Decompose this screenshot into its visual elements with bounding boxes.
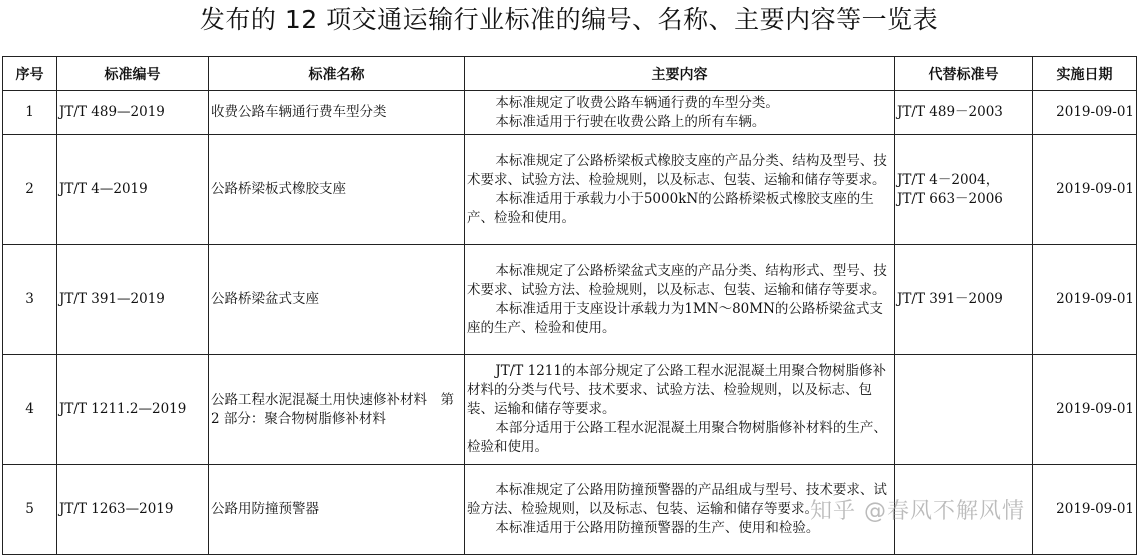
header-content: 主要内容 [465,57,895,91]
cell-date: 2019-09-01 [1033,355,1137,465]
cell-code: JT/T 489—2019 [57,91,209,135]
header-replaced: 代替标准号 [895,57,1033,91]
table-row [3,355,1137,465]
cell-replaced [895,355,1033,465]
content-paragraph: 本标准适用于承载力小于5000kN的公路桥梁板式橡胶支座的生产、检验和使用。 [467,190,874,226]
header-date: 实施日期 [1033,57,1137,91]
replaced-code: JT/T 4－2004， [897,171,1000,188]
cell-content [465,465,895,555]
cell-replaced [895,135,1033,245]
header-code: 标准编号 [57,57,209,91]
cell-name: 收费公路车辆通行费车型分类 [209,91,465,135]
cell-name: 公路桥梁板式橡胶支座 [209,135,465,245]
cell-seq: 2 [3,135,57,245]
cell-date: 2019-09-01 [1033,91,1137,135]
replaced-code: JT/T 663－2006 [897,190,1003,207]
cell-name: 公路桥梁盆式支座 [209,245,465,355]
replaced-code: JT/T 391－2009 [897,291,1003,307]
cell-seq: 4 [3,355,57,465]
standards-table [2,56,1137,555]
content-paragraph: 本标准适用于公路用防撞预警器的生产、使用和检验。 [495,520,820,536]
cell-content [465,355,895,465]
cell-seq: 1 [3,91,57,135]
cell-name: 公路工程水泥混凝土用快速修补材料 第 2 部分：聚合物树脂修补材料 [209,355,465,465]
cell-seq: 5 [3,465,57,555]
cell-content [465,245,895,355]
table-row [3,245,1137,355]
cell-name: 公路用防撞预警器 [209,465,465,555]
cell-code: JT/T 391—2019 [57,245,209,355]
cell-content [465,135,895,245]
cell-code: JT/T 1211.2—2019 [57,355,209,465]
page-title: 发布的 12 项交通运输行业标准的编号、名称、主要内容等一览表 [199,5,939,34]
content-paragraph: JT/T 1211的本部分规定了公路工程水泥混凝土用聚合物树脂修补材料的分类与代号、技术要求、试验方法、检验规则，以及标志、包装、运输和储存等要求。 [467,363,886,417]
content-paragraph: 本标准适用于行驶在收费公路上的所有车辆。 [495,113,766,130]
header-name: 标准名称 [209,57,465,91]
header-seq: 序号 [3,57,57,91]
cell-replaced [895,465,1033,555]
zhihu-watermark: 知乎 @春风不解风情 [810,499,1025,524]
content-paragraph: 本标准规定了公路用防撞预警器的产品组成与型号、技术要求、试验方法、检验规则，以及标志、包装、运输和储存等要求。 [467,482,887,517]
table-row [3,135,1137,245]
cell-replaced [895,91,1033,135]
content-paragraph: 本部分适用于公路工程水泥混凝土用聚合物树脂修补材料的生产、检验和使用。 [467,420,887,455]
cell-date: 2019-09-01 [1033,465,1137,555]
replaced-code: JT/T 489－2003 [897,104,1003,120]
table-row [3,91,1137,135]
table-header-row [3,57,1137,91]
cell-code: JT/T 4—2019 [57,135,209,245]
cell-code: JT/T 1263—2019 [57,465,209,555]
cell-date: 2019-09-01 [1033,245,1137,355]
cell-replaced [895,245,1033,355]
content-paragraph: 本标准适用于支座设计承载力为1MN～80MN的公路桥梁盆式支座的生产、检验和使用。 [467,300,883,336]
cell-seq: 3 [3,245,57,355]
content-paragraph: 本标准规定了公路桥梁盆式支座的产品分类、结构形式、型号、技术要求、试验方法、检验规则，以及标志、包装、运输和储存等要求。 [467,262,887,298]
cell-content [465,91,895,135]
content-paragraph: 本标准规定了收费公路车辆通行费的车型分类。 [495,94,779,111]
cell-date: 2019-09-01 [1033,135,1137,245]
table-row [3,465,1137,555]
content-paragraph: 本标准规定了公路桥梁板式橡胶支座的产品分类、结构及型号、技术要求、试验方法、检验规则，以及标志、包装、运输和储存等要求。 [467,152,887,188]
